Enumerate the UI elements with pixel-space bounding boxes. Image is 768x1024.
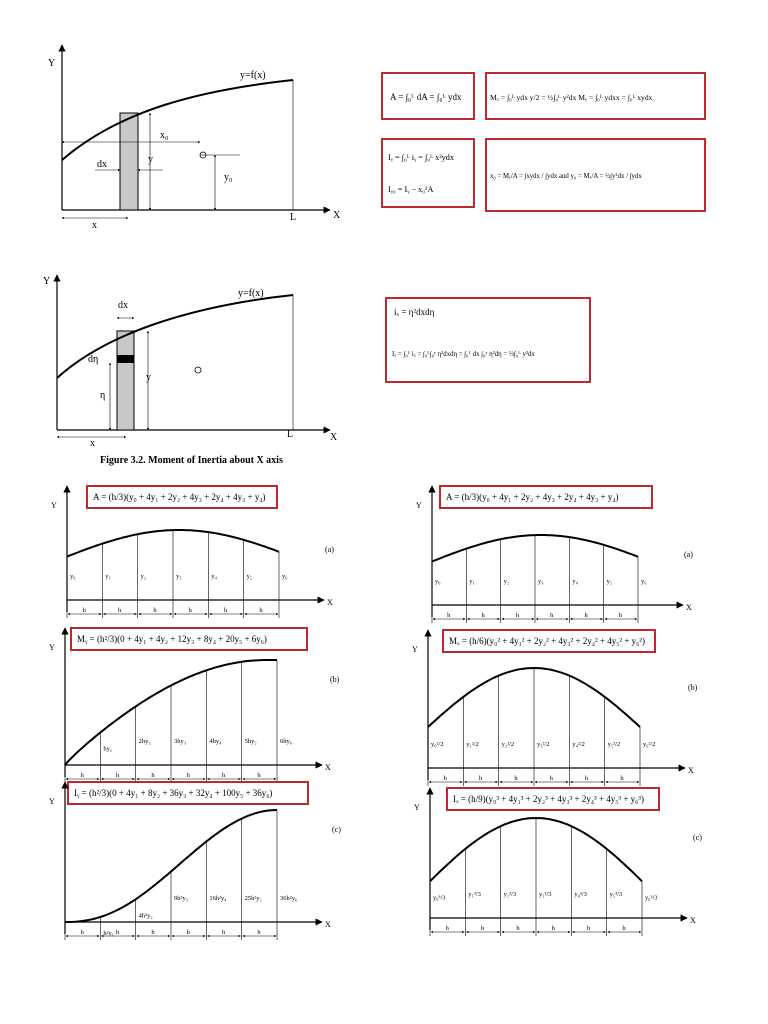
panel-a-left-h-label: h [188, 607, 192, 614]
fig1-strip [120, 113, 138, 210]
panel-c-right-ordinate-label: y₅³/3 [609, 891, 623, 898]
panel-b-right-ordinate-label: y₃²/2 [537, 741, 550, 748]
panel-a-left-h-label: h [259, 607, 263, 614]
fig2-axis-y-label: Y [43, 276, 51, 287]
panel-c-left-ordinate-label: 4h²y₂ [138, 912, 153, 920]
panel-c-left-formula: Iᵧ = (h²/3)(0 + 4y₁ + 8y₂ + 36y₃ + 32y₄ + 100y₅ + 36y₆) [74, 788, 273, 798]
panel-a-right-ordinate-label: y₅ [606, 578, 613, 585]
fig2-curve-label: y=f(x) [238, 288, 264, 299]
panel-b-left-tag: (b) [330, 675, 340, 684]
panel-b-right-h-label: h [514, 775, 518, 782]
panel-b-right-tag: (b) [688, 683, 698, 692]
panel-a-right-h-label: h [447, 612, 451, 619]
panel-c-left-ordinate-label: 36h²y₆ [280, 895, 298, 902]
panel-c-left-ordinate-label: 25h²y₅ [244, 895, 262, 902]
panel-b-right-h-label: h [479, 775, 483, 782]
formula-inertia-y: Iᵧ = ∫₀ᴸ iᵧ = ∫₀ᴸ x²ydx [388, 153, 454, 162]
panel-a-right-axis-y-label: Y [416, 501, 422, 510]
panel-c-left-h-label: h [116, 929, 120, 936]
fig2-x-label: x [90, 438, 95, 449]
fig2-y-label: y [146, 372, 151, 383]
panel-b-right-axis-y-label: Y [412, 645, 418, 654]
panel-c-right-tag: (c) [693, 833, 702, 842]
panel-b-right-ordinate-label: y₄²/2 [572, 741, 585, 748]
panel-c-left [49, 782, 341, 940]
panel-b-right-ordinate-label: y₆²/2 [643, 741, 656, 748]
panel-b-left-h-label: h [257, 772, 261, 779]
panel-a-left-h-label: h [118, 607, 122, 614]
panel-b-right-formula: Mₓ = (h/6)(y₀² + 4y₁² + 2y₂² + 4y₃² + 2y₄² + 4y₅² + y₆²) [449, 636, 645, 646]
panel-a-right-ordinate-label: y₀ [435, 578, 441, 585]
panel-b-right-h-label: h [620, 775, 624, 782]
panel-c-left-ordinate-label: h²y₁ [103, 929, 115, 937]
fig2-centroid [195, 367, 201, 373]
panel-a-right-ordinate-label: y₃ [538, 578, 544, 585]
panel-a-left-formula: A = (h/3)(y₀ + 4y₁ + 2y₂ + 4y₃ + 2y₄ + 4y₃ + y₄) [93, 492, 266, 502]
panel-c-right-h-label: h [445, 925, 449, 932]
panel-a-right-ordinate-label: y₆ [641, 578, 647, 585]
panel-c-right-ordinate-label: y₁³/3 [468, 891, 481, 898]
panel-c-right-ordinate-label: y₂³/3 [503, 891, 517, 898]
panel-b-right-ordinate-label: y₅²/2 [607, 741, 621, 748]
fig1-y-label: y [148, 154, 153, 165]
panel-a-left-ordinate-label: y₃ [176, 573, 182, 580]
panel-c-right-h-label: h [551, 925, 555, 932]
fig2-curve [57, 295, 293, 378]
panel-b-left-ordinate-label: 2hy₂ [138, 738, 151, 745]
panel-c-left-h-label: h [257, 929, 261, 936]
panel-c-right-ordinate-label: y₀³/3 [433, 894, 446, 902]
fig2-L-label: L [287, 429, 294, 440]
formula-inertia-y-box [382, 139, 474, 207]
panel-b-right [412, 630, 698, 786]
fig1-curve [62, 80, 293, 160]
panel-b-right-h-label: h [585, 775, 589, 782]
fig1-L-label: L [290, 212, 297, 223]
panel-c-right-ordinate-label: y₆³/3 [645, 894, 658, 902]
panel-b-right-h-label: h [549, 775, 553, 782]
panel-c-right-h-label: h [481, 925, 485, 932]
panel-b-left-formula: Mᵧ = (h²/3)(0 + 4y₁ + 4y₂ + 12y₃ + 8y₄ + 20y₅ + 6y₆) [77, 634, 267, 644]
panel-a-left-h-label: h [224, 607, 228, 614]
panel-c-right-ordinate-label: y₄³/3 [574, 891, 587, 898]
panel-c-right-h-label: h [516, 925, 520, 932]
formula-area: A = ∫₀ᴸ dA = ∫₀ᴸ ydx [390, 92, 462, 102]
figure-2-caption: Figure 3.2. Moment of Inertia about X axis [100, 455, 283, 466]
fig2-deta-label: dη [88, 354, 99, 365]
fig2-strip [117, 331, 134, 430]
panel-c-left-h-label: h [80, 929, 84, 936]
panel-b-left-ordinate-label: 6hy₆ [280, 738, 293, 745]
panel-a-left-ordinate-label: y₀ [70, 573, 76, 580]
panel-c-left-ordinate-label: 16h²y₄ [209, 895, 227, 902]
panel-b-right-h-label: h [443, 775, 447, 782]
panel-b-left [49, 628, 340, 783]
panel-b-left-h-label: h [80, 772, 84, 779]
panel-a-left-tag: (a) [325, 545, 334, 554]
formula-centroid: x₀ = Mᵧ/A = ∫xydx / ∫ydx and y₀ = Mₓ/A = ½∫y²dx / ∫ydx [490, 173, 642, 180]
panel-c-left-axis-y-label: Y [49, 797, 55, 806]
formula-moments-box [486, 73, 705, 119]
fig2-axis-x-label: X [330, 432, 338, 443]
panel-c-left-axis-x-label: X [325, 920, 331, 929]
panel-b-left-ordinate-label: 4hy₄ [209, 738, 222, 745]
panel-c-left-h-label: h [222, 929, 226, 936]
panel-c-right-formula: Iₓ = (h/9)(y₀³ + 4y₁³ + 2y₂³ + 4y₃³ + 2y₄³ + 4y₅³ + y₆³) [453, 794, 644, 804]
panel-b-right-ordinate-label: y₂²/2 [501, 741, 515, 748]
panel-a-right [416, 486, 693, 623]
panel-a-right-ordinate-label: y₄ [572, 578, 578, 585]
panel-a-left-h-label: h [82, 607, 86, 614]
panel-a-left-axis-y-label: Y [51, 501, 57, 510]
panel-a-right-formula: A = (h/3)(y₀ + 4y₁ + 2y₂ + 4y₃ + 2y₄ + 4y₃ + y₄) [446, 492, 619, 502]
formula-ix: iₓ = η²dxdη [394, 307, 435, 317]
panel-b-right-ordinate-label: y₁²/2 [466, 741, 479, 748]
fig1-dx-label: dx [97, 159, 107, 170]
panel-a-right-ordinate-label: y₂ [503, 578, 510, 585]
fig1-y0-label: y₀ [224, 172, 233, 183]
fig1-axis-x-label: X [333, 210, 341, 221]
formula-area-box [382, 73, 474, 119]
panel-a-left-ordinate-label: y₂ [140, 573, 147, 580]
panel-b-left-ordinate-label: 5hy₅ [244, 738, 257, 745]
panel-c-right [414, 788, 702, 936]
panel-a-right-h-label: h [515, 612, 520, 619]
panel-a-left-ordinate-label: y₁ [105, 573, 111, 580]
panel-a-right-ordinate-label: y₁ [469, 578, 475, 585]
formula-centroid-box [486, 139, 705, 211]
panel-a-right-axis-x-label: X [686, 603, 692, 612]
panel-a-left-h-label: h [153, 607, 157, 614]
formula-Ix-box [386, 298, 590, 382]
panel-b-left-h-label: h [186, 772, 190, 779]
panel-c-right-axis-x-label: X [690, 916, 696, 925]
panel-b-left-h-label: h [222, 772, 226, 779]
formula-Ix: Iₓ = ∫₀ᴸ iₓ = ∫₀ᴸ∫₀ʸ η²dxdη = ∫₀ᴸ dx ∫₀ʸ η²dη = ⅓∫₀ᴸ y³dx [392, 351, 535, 358]
panel-a-left-axis-x-label: X [327, 598, 333, 607]
fig1-axis-y-label: Y [48, 58, 56, 69]
panel-a-right-tag: (a) [684, 550, 693, 559]
panel-c-left-h-label: h [186, 929, 190, 936]
fig2-element [117, 355, 134, 363]
panel-b-left-ordinate-label: hy₁ [103, 745, 113, 753]
fig2-dx-label: dx [118, 300, 128, 311]
panel-b-left-axis-y-label: Y [49, 643, 55, 652]
panel-a-right-h-label: h [618, 612, 623, 619]
panel-a-right-h-label: h [584, 612, 588, 619]
panel-c-right-axis-y-label: Y [414, 803, 420, 812]
panel-c-left-tag: (c) [332, 825, 341, 834]
panel-c-right-h-label: h [622, 925, 626, 932]
panel-b-right-ordinate-label: y₀²/2 [431, 741, 444, 748]
panel-b-left-axis-x-label: X [325, 763, 331, 772]
formula-inertia-y0: Iᵧ₀ = Iᵧ − x₀²A [388, 185, 434, 194]
panel-a-left-ordinate-label: y₆ [282, 573, 288, 580]
panel-c-left-h-label: h [151, 929, 155, 936]
figure-2-inertia-diagram [43, 275, 338, 466]
panel-b-left-ordinate-label: 3hy₃ [174, 738, 187, 745]
panel-b-left-h-label: h [151, 772, 155, 779]
figure-1-area-diagram [48, 45, 341, 231]
panel-c-right-ordinate-label: y₃³/3 [539, 891, 552, 898]
simpson-panels [49, 486, 702, 940]
fig2-eta-label: η [100, 390, 106, 401]
fig1-x0-label: x₀ [160, 130, 169, 141]
fig1-curve-label: y=f(x) [240, 70, 266, 81]
fig1-x-label: x [92, 220, 97, 231]
panel-c-right-h-label: h [587, 925, 591, 932]
panel-a-left [51, 486, 334, 618]
panel-a-right-h-label: h [550, 612, 554, 619]
formula-moments: Mₓ = ∫₀ᴸ ydx y/2 = ½∫₀ᴸ y²dx Mᵧ = ∫₀ᴸ ydxx = ∫₀ᴸ xydx [490, 93, 653, 102]
panel-b-right-axis-x-label: X [688, 766, 694, 775]
panel-a-left-ordinate-label: y₄ [211, 573, 217, 580]
panel-b-left-h-label: h [116, 772, 120, 779]
panel-a-right-h-label: h [481, 612, 485, 619]
panel-c-left-ordinate-label: 9h²y₃ [174, 895, 188, 902]
panel-a-left-ordinate-label: y₅ [246, 573, 253, 580]
